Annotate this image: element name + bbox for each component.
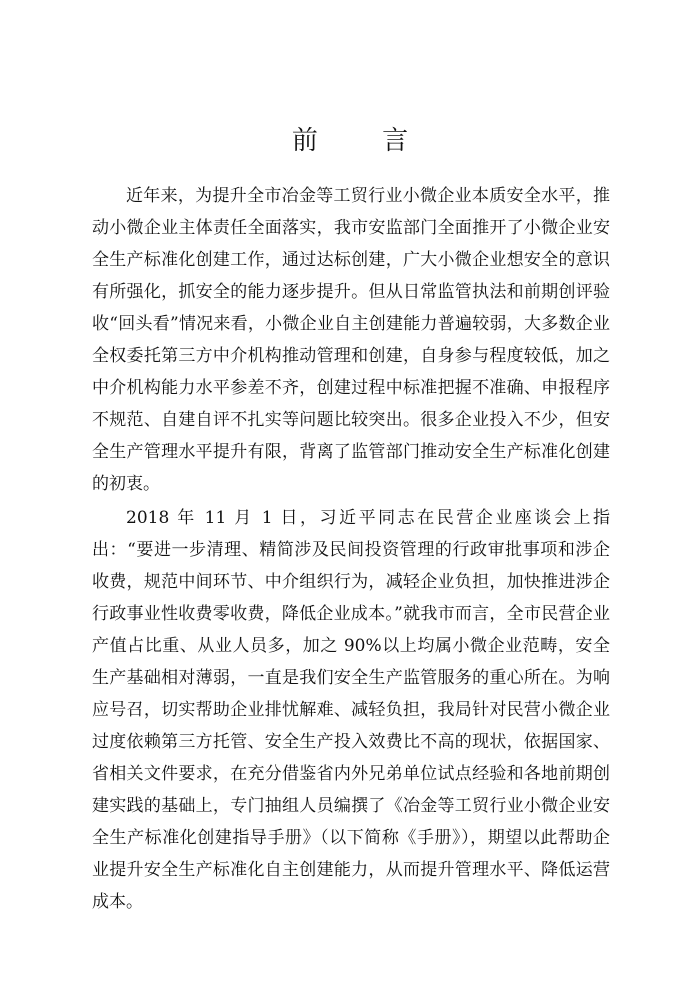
paragraph-2: 2018 年 11 月 1 日，习近平同志在民营企业座谈会上指出：“要进一步清理、精简涉及民间投资管理的行政审批事项和涉企收费，规范中间环节、中介组织行为，减轻企业负担，加快推进涉企行政事业性收费零收费，降低企业成本。”就我市而言，全市民营企业产值占比重、从业人员多，加之 90%以上均属小微企业范畴，安全生产基础相对薄弱，一直是我们安全生产监管服务的重心所在。为响应号召，切实帮助企业排忧解难、减轻负担，我局针对民营小微企业过度依赖第三方托管、安全生产投入效费比不高的现状，依据国家、省相关文件要求，在充分借鉴省内外兄弟单位试点经验和各地前期创建实践的基础上，专门抽组人员编撰了《冶金等工贸行业小微企业安全生产标准化创建指导手册》（以下简称《手册》），期望以此帮助企业提升安全生产标准化自主创建能力，从而提升管理水平、降低运营成本。 [92,508,610,912]
preface-body [92,180,610,918]
page-title: 前 言 [291,126,437,156]
paragraph-1: 近年来，为提升全市冶金等工贸行业小微企业本质安全水平，推动小微企业主体责任全面落实，我市安监部门全面推开了小微企业安全生产标准化创建工作，通过达标创建，广大小微企业想安全的意识有所强化，抓安全的能力逐步提升。但从日常监管执法和前期创评验收“回头看”情况来看，小微企业自主创建能力普遍较弱，大多数企业全权委托第三方中介机构推动管理和创建，自身参与程度较低，加之中介机构能力水平参差不齐，创建过程中标准把握不准确、申报程序不规范、自建自评不扎实等问题比较突出。很多企业投入不少，但安全生产管理水平提升有限，背离了监管部门推动安全生产标准化创建的初衷。 [92,186,610,494]
